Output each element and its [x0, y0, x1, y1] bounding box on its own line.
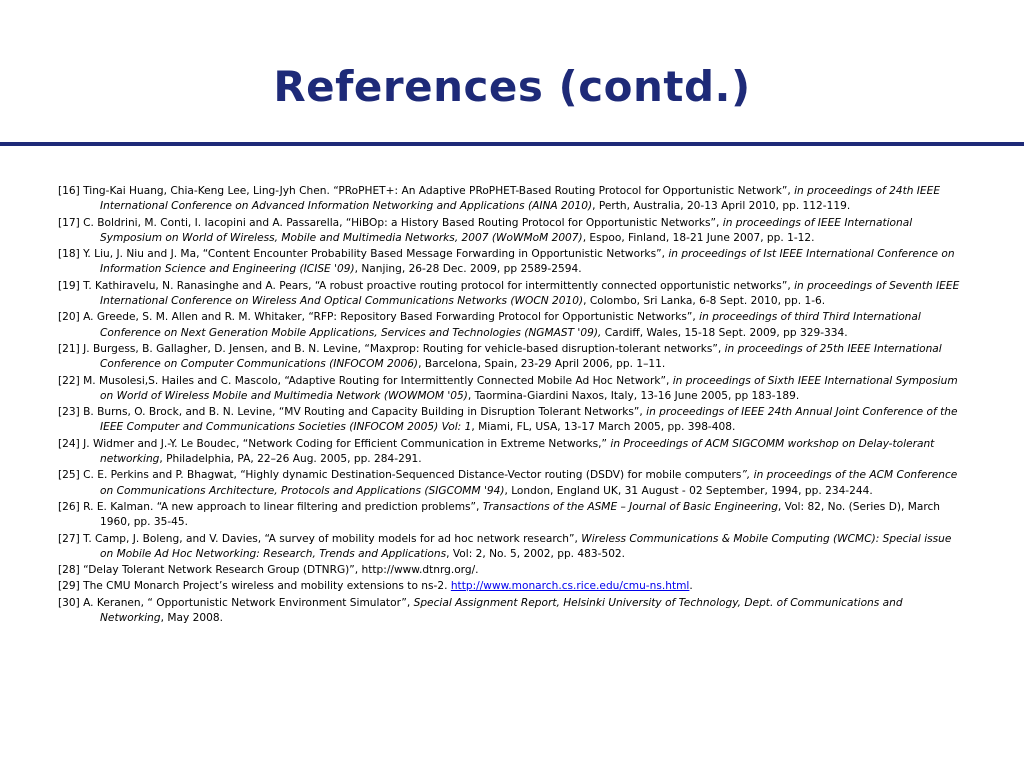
- reference-item-26: [58, 500, 963, 531]
- reference-text: [23] B. Burns, O. Brock, and B. N. Levine, “MV Routing and Capacity Building in Disruption Tolerant Networks”,: [58, 406, 647, 419]
- reference-venue: in proceedings of IEEE 24th Annual Joint Conference of the IEEE Computer and Communications Societies (INFOCOM 2005) Vol: 1: [100, 406, 958, 434]
- reference-venue: in proceedings of 25th IEEE International Conference on Computer Communications (INFOCOM 2006): [100, 342, 942, 371]
- reference-item-22: [58, 374, 963, 405]
- reference-venue: in proceedings of Sixth IEEE International Symposium on World of Wireless Mobile and Multimedia Network (WOWMOM '05): [100, 374, 958, 402]
- reference-details: , May 2008.: [160, 612, 223, 625]
- reference-item-18: [58, 247, 963, 278]
- reference-item-23: [58, 405, 963, 436]
- reference-details: , Taormina-Giardini Naxos, Italy, 13-16 June 2005, pp 183-189.: [467, 389, 800, 402]
- reference-venue: ”, in proceedings of the ACM Conference on Communications Architecture, Protocols and Applications (SIGCOMM '94): [100, 469, 958, 497]
- reference-venue: in Proceedings of ACM SIGCOMM workshop on Delay-tolerant networking: [100, 437, 935, 466]
- reference-details: , Nanjing, 26-28 Dec. 2009, pp 2589-2594.: [354, 263, 582, 276]
- reference-venue: in proceedings of third Third International Conference on Next Generation Mobile Applications, Services and Technologies (NGMAST '09),: [100, 311, 921, 339]
- reference-text: [24] J. Widmer and J.-Y. Le Boudec, “Network Coding for Efficient Communication in Extreme Networks,”: [58, 437, 611, 450]
- reference-details: , Colombo, Sri Lanka, 6-8 Sept. 2010, pp. 1-6.: [583, 295, 826, 308]
- reference-details: .: [689, 580, 693, 593]
- reference-details: Cardiff, Wales, 15-18 Sept. 2009, pp 329-334.: [601, 326, 848, 339]
- reference-list: [58, 184, 963, 627]
- reference-item-28: [58, 563, 963, 578]
- reference-item-29: [58, 579, 963, 594]
- reference-details: , Barcelona, Spain, 23-29 April 2006, pp. 1–11.: [418, 358, 666, 371]
- reference-text: [25] C. E. Perkins and P. Bhagwat, “Highly dynamic Destination-Sequenced Distance-Vector routing (DSDV) for mobile computers: [58, 469, 742, 482]
- reference-details: , Miami, FL, USA, 13-17 March 2005, pp. 398-408.: [471, 421, 736, 434]
- reference-details: , Vol: 2, No. 5, 2002, pp. 483-502.: [446, 547, 626, 560]
- reference-text: [19] T. Kathiravelu, N. Ranasinghe and A. Pears, “A robust proactive routing protocol for intermittently connected opportunistic networks”,: [58, 279, 795, 292]
- reference-text: [26] R. E. Kalman. “A new approach to linear filtering and prediction problems”,: [58, 500, 483, 513]
- reference-text: [22] M. Musolesi,S. Hailes and C. Mascolo, “Adaptive Routing for Intermittently Connected Mobile Ad Hoc Network”,: [58, 374, 673, 387]
- reference-item-24: [58, 437, 963, 468]
- reference-text: [28] “Delay Tolerant Network Research Group (DTNRG)”, http://www.dtnrg.org/.: [58, 564, 479, 577]
- reference-text: [30] A. Keranen, “ Opportunistic Network Environment Simulator”,: [58, 596, 414, 609]
- reference-item-27: [58, 532, 963, 563]
- reference-item-16: [58, 184, 963, 215]
- monarch-project-link[interactable]: http://www.monarch.cs.rice.edu/cmu-ns.html: [450, 580, 690, 593]
- reference-item-25: [58, 468, 963, 499]
- title-divider: [0, 142, 1024, 146]
- reference-item-20: [58, 310, 963, 341]
- reference-text: [29] The CMU Monarch Project’s wireless and mobility extensions to ns-2.: [58, 580, 451, 593]
- reference-venue: Wireless Communications & Mobile Computing (WCMC): Special issue on Mobile Ad Hoc Networking: Research, Trends and Applications: [100, 532, 952, 560]
- reference-text: [21] J. Burgess, B. Gallagher, D. Jensen, and B. N. Levine, “Maxprop: Routing for vehicle-based disruption-tolerant networks”,: [58, 342, 725, 355]
- reference-venue: Transactions of the ASME – Journal of Basic Engineering: [482, 500, 778, 513]
- reference-venue: in proceedings of Ist IEEE International Conference on Information Science and Engineering (ICISE '09): [100, 248, 955, 276]
- slide-title: References (contd.): [273, 62, 751, 111]
- reference-item-17: [58, 216, 963, 247]
- reference-details: , London, England UK, 31 August - 02 September, 1994, pp. 234-244.: [504, 484, 873, 497]
- reference-details: , Perth, Australia, 20-13 April 2010, pp. 112-119.: [592, 200, 851, 213]
- reference-text: [18] Y. Liu, J. Niu and J. Ma, “Content Encounter Probability Based Message Forwarding in Opportunistic Networks”,: [58, 248, 669, 261]
- reference-text: [17] C. Boldrini, M. Conti, I. Iacopini and A. Passarella, “HiBOp: a History Based Routing Protocol for Opportunistic Networks”,: [58, 216, 723, 229]
- reference-item-21: [58, 342, 963, 373]
- reference-details: , Espoo, Finland, 18-21 June 2007, pp. 1-12.: [582, 231, 815, 244]
- reference-text: [16] Ting-Kai Huang, Chia-Keng Lee, Ling-Jyh Chen. “PRoPHET+: An Adaptive PRoPHET-Based Routing Protocol for Opportunistic Network”,: [58, 185, 795, 197]
- reference-text: [27] T. Camp, J. Boleng, and V. Davies, “A survey of mobility models for ad hoc network research”,: [58, 532, 582, 545]
- reference-details: , Philadelphia, PA, 22–26 Aug. 2005, pp. 284-291.: [159, 453, 422, 466]
- reference-details: , Vol: 82, No. (Series D), March 1960, pp. 35-45.: [100, 500, 941, 529]
- reference-venue: in proceedings of 24th IEEE International Conference on Advanced Information Networking and Applications (AINA 2010): [100, 185, 941, 213]
- reference-item-30: [58, 596, 963, 627]
- reference-venue: Special Assignment Report, Helsinki University of Technology, Dept. of Communications and Networking: [100, 596, 903, 625]
- reference-item-19: [58, 279, 963, 310]
- reference-venue: in proceedings of IEEE International Symposium on World of Wireless, Mobile and Multimedia Networks, 2007 (WoWMoM 2007): [100, 216, 913, 244]
- reference-venue: in proceedings of Seventh IEEE International Conference on Wireless And Optical Communications Networks (WOCN 2010): [100, 279, 960, 308]
- reference-text: [20] A. Greede, S. M. Allen and R. M. Whitaker, “RFP: Repository Based Forwarding Protocol for Opportunistic Networks”,: [58, 311, 700, 324]
